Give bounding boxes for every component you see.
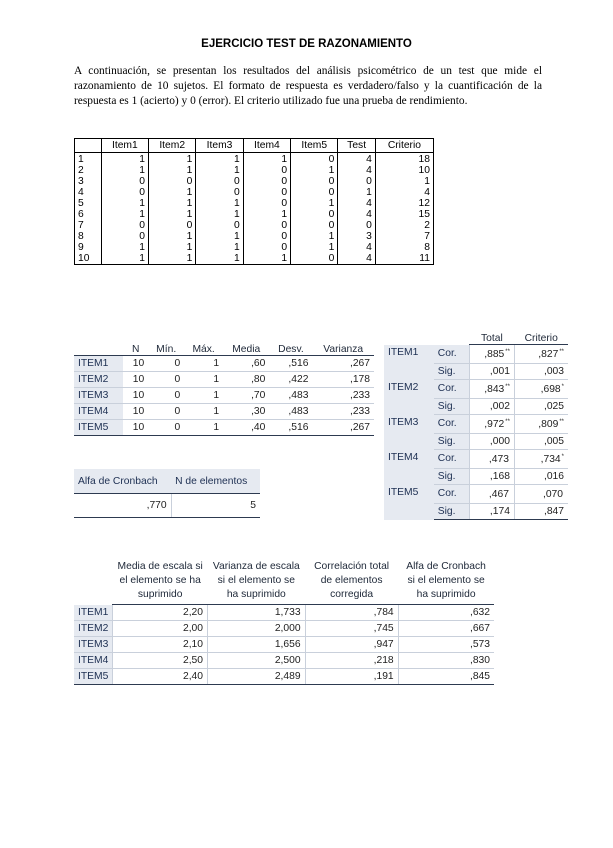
raw-cell: 15 <box>375 209 433 220</box>
total-cell: ,632 <box>398 605 494 621</box>
table-row <box>75 165 434 176</box>
raw-cell: 3 <box>338 231 375 242</box>
raw-cell: 0 <box>291 176 338 187</box>
stat-label: Cor. <box>434 345 470 364</box>
raw-header-cell: Item4 <box>243 139 290 153</box>
raw-cell: 4 <box>375 187 433 198</box>
raw-cell: 6 <box>75 209 102 220</box>
alfa-value: ,770 <box>74 494 171 518</box>
raw-header-cell: Criterio <box>375 139 433 153</box>
raw-header-cell: Item5 <box>291 139 338 153</box>
desc-cell: 10 <box>123 372 148 388</box>
sig-cell: ,000 <box>469 433 514 450</box>
raw-cell: 5 <box>75 198 102 209</box>
raw-header-cell <box>75 139 102 153</box>
desc-cell: ,483 <box>269 388 312 404</box>
raw-cell: 0 <box>291 220 338 231</box>
corr-value: ,885 <box>484 349 505 360</box>
row-label: ITEM2 <box>384 380 434 415</box>
corr-cell <box>514 345 568 364</box>
corr-cell <box>469 345 514 364</box>
table-row <box>75 209 434 220</box>
table-row <box>384 450 568 469</box>
raw-cell: 0 <box>338 220 375 231</box>
stat-label: Sig. <box>434 503 470 520</box>
raw-cell: 7 <box>375 231 433 242</box>
raw-cell: 0 <box>196 176 243 187</box>
total-cell: ,191 <box>305 669 398 685</box>
total-cell: 2,20 <box>113 605 208 621</box>
raw-cell: 1 <box>149 198 196 209</box>
total-header-cell: Alfa de Cronbach si el elemento se ha suprimido <box>398 560 494 605</box>
desc-header-cell: Media <box>223 339 269 356</box>
sig-cell: ,025 <box>514 398 568 415</box>
corr-value: ,843 <box>484 384 505 395</box>
desc-cell: ,40 <box>223 420 269 436</box>
row-label: ITEM4 <box>74 404 123 420</box>
raw-cell: 1 <box>101 165 148 176</box>
raw-cell: 1 <box>196 198 243 209</box>
desc-header-cell: Máx. <box>184 339 223 356</box>
n-elements-header: N de elementos <box>171 469 260 494</box>
sig-cell: ,001 <box>469 363 514 380</box>
desc-cell: 1 <box>184 388 223 404</box>
table-row <box>75 242 434 253</box>
stat-label: Sig. <box>434 363 470 380</box>
raw-cell: 10 <box>75 253 102 265</box>
corr-cell <box>469 485 514 504</box>
row-label: ITEM5 <box>384 485 434 520</box>
raw-cell: 4 <box>338 153 375 166</box>
corr-value: ,473 <box>488 454 509 465</box>
stat-label: Cor. <box>434 485 470 504</box>
row-label: ITEM5 <box>74 669 113 685</box>
table-row <box>384 415 568 434</box>
row-label: ITEM1 <box>74 356 123 372</box>
total-cell: ,218 <box>305 653 398 669</box>
total-cell: 2,00 <box>113 621 208 637</box>
desc-cell: 1 <box>184 372 223 388</box>
corr-header-criterio: Criterio <box>514 330 568 345</box>
desc-cell: ,233 <box>312 404 374 420</box>
desc-cell: 1 <box>184 404 223 420</box>
raw-cell: 10 <box>375 165 433 176</box>
desc-cell: ,178 <box>312 372 374 388</box>
raw-cell: 12 <box>375 198 433 209</box>
table-row <box>74 420 374 436</box>
raw-cell: 0 <box>243 165 290 176</box>
stat-label: Cor. <box>434 415 470 434</box>
desc-cell: 1 <box>184 356 223 372</box>
raw-cell: 0 <box>291 153 338 166</box>
stat-label: Sig. <box>434 433 470 450</box>
raw-cell: 7 <box>75 220 102 231</box>
total-cell: ,947 <box>305 637 398 653</box>
total-cell: ,845 <box>398 669 494 685</box>
desc-cell: 10 <box>123 404 148 420</box>
raw-cell: 1 <box>291 198 338 209</box>
raw-cell: 4 <box>338 198 375 209</box>
corr-cell <box>514 450 568 469</box>
raw-data-table <box>74 138 434 265</box>
raw-cell: 0 <box>149 176 196 187</box>
total-cell: 2,50 <box>113 653 208 669</box>
raw-cell: 0 <box>243 176 290 187</box>
raw-header-cell: Item3 <box>196 139 243 153</box>
reliability-table <box>74 469 260 518</box>
table-row <box>75 220 434 231</box>
table-row <box>75 231 434 242</box>
raw-cell: 1 <box>196 165 243 176</box>
corr-value: ,070 <box>542 489 563 500</box>
sig-cell: ,168 <box>469 468 514 485</box>
intro-paragraph: A continuación, se presentan los resultados del análisis psicométrico de un test que mide el razonamiento de 10 sujetos. El formato de respuesta es verdadero/falso y la cuantificación de la respuesta es 1 (acierto) y 0 (error). El criterio utilizado fue una prueba de rendimiento. <box>74 65 542 107</box>
total-cell: ,830 <box>398 653 494 669</box>
sig-cell: ,002 <box>469 398 514 415</box>
table-row <box>384 345 568 364</box>
total-cell: 2,000 <box>208 621 306 637</box>
total-cell: 2,489 <box>208 669 306 685</box>
corr-value: ,809 <box>538 419 559 430</box>
total-cell: 2,500 <box>208 653 306 669</box>
stat-label: Cor. <box>434 380 470 399</box>
raw-cell: 0 <box>101 187 148 198</box>
raw-cell: 1 <box>243 209 290 220</box>
desc-cell: ,70 <box>223 388 269 404</box>
raw-cell: 1 <box>149 209 196 220</box>
raw-cell: 8 <box>75 231 102 242</box>
raw-cell: 1 <box>196 242 243 253</box>
total-cell: ,667 <box>398 621 494 637</box>
total-header-cell: Correlación total de elementos corregida <box>305 560 398 605</box>
raw-cell: 0 <box>243 187 290 198</box>
significance-mark: * <box>561 384 564 390</box>
significance-mark: ** <box>505 419 510 425</box>
corr-cell <box>469 450 514 469</box>
desc-cell: 1 <box>184 420 223 436</box>
stat-label: Cor. <box>434 450 470 469</box>
row-label: ITEM4 <box>384 450 434 485</box>
raw-cell: 1 <box>149 242 196 253</box>
alfa-header: Alfa de Cronbach <box>74 469 171 494</box>
raw-cell: 0 <box>291 187 338 198</box>
raw-header-cell: Item1 <box>101 139 148 153</box>
desc-header-cell <box>74 339 123 356</box>
raw-cell: 0 <box>291 253 338 265</box>
desc-cell: ,422 <box>269 372 312 388</box>
total-cell: 2,40 <box>113 669 208 685</box>
raw-cell: 1 <box>196 153 243 166</box>
raw-cell: 4 <box>338 165 375 176</box>
raw-cell: 1 <box>101 153 148 166</box>
row-label: ITEM5 <box>74 420 123 436</box>
raw-cell: 1 <box>101 198 148 209</box>
raw-cell: 9 <box>75 242 102 253</box>
total-cell: 1,733 <box>208 605 306 621</box>
raw-cell: 1 <box>196 253 243 265</box>
raw-header-cell: Test <box>338 139 375 153</box>
desc-cell: 0 <box>148 404 184 420</box>
row-label: ITEM1 <box>74 605 113 621</box>
raw-cell: 0 <box>243 220 290 231</box>
significance-mark: ** <box>559 349 564 355</box>
raw-cell: 4 <box>338 253 375 265</box>
corr-value: ,972 <box>484 419 505 430</box>
row-label: ITEM2 <box>74 621 113 637</box>
total-header-cell: Media de escala si el elemento se ha suprimido <box>113 560 208 605</box>
raw-cell: 0 <box>338 176 375 187</box>
desc-cell: 10 <box>123 388 148 404</box>
raw-cell: 0 <box>101 176 148 187</box>
raw-cell: 0 <box>101 220 148 231</box>
table-row <box>75 153 434 166</box>
raw-cell: 8 <box>375 242 433 253</box>
raw-cell: 1 <box>101 253 148 265</box>
raw-cell: 1 <box>149 187 196 198</box>
raw-cell: 1 <box>149 253 196 265</box>
raw-cell: 2 <box>75 165 102 176</box>
raw-cell: 1 <box>101 242 148 253</box>
raw-cell: 1 <box>291 231 338 242</box>
raw-cell: 1 <box>291 165 338 176</box>
table-row <box>74 388 374 404</box>
sig-cell: ,003 <box>514 363 568 380</box>
raw-cell: 0 <box>291 209 338 220</box>
corr-header-total: Total <box>469 330 514 345</box>
desc-cell: 0 <box>148 388 184 404</box>
sig-cell: ,847 <box>514 503 568 520</box>
raw-cell: 4 <box>338 209 375 220</box>
desc-header-cell: Varianza <box>312 339 374 356</box>
stat-label: Sig. <box>434 398 470 415</box>
desc-header-cell: Desv. <box>269 339 312 356</box>
raw-cell: 0 <box>196 187 243 198</box>
raw-cell: 2 <box>375 220 433 231</box>
raw-cell: 1 <box>243 253 290 265</box>
table-row <box>74 653 494 669</box>
table-row <box>74 621 494 637</box>
row-label: ITEM3 <box>74 637 113 653</box>
raw-cell: 1 <box>149 165 196 176</box>
desc-cell: ,80 <box>223 372 269 388</box>
desc-cell: ,267 <box>312 356 374 372</box>
row-label: ITEM1 <box>384 345 434 380</box>
raw-cell: 1 <box>101 209 148 220</box>
raw-cell: 4 <box>75 187 102 198</box>
total-cell: ,573 <box>398 637 494 653</box>
raw-cell: 0 <box>243 231 290 242</box>
desc-cell: ,516 <box>269 356 312 372</box>
table-row <box>74 356 374 372</box>
raw-cell: 1 <box>291 242 338 253</box>
row-label: ITEM3 <box>74 388 123 404</box>
table-row <box>384 380 568 399</box>
total-header-cell: Varianza de escala si el elemento se ha suprimido <box>208 560 306 605</box>
table-row <box>75 253 434 265</box>
table-row <box>74 669 494 685</box>
raw-header-cell: Item2 <box>149 139 196 153</box>
corr-value: ,467 <box>488 489 509 500</box>
desc-header-cell: N <box>123 339 148 356</box>
total-header-cell <box>74 560 113 605</box>
desc-cell: 10 <box>123 420 148 436</box>
raw-cell: 1 <box>196 209 243 220</box>
significance-mark: ** <box>505 384 510 390</box>
desc-cell: ,60 <box>223 356 269 372</box>
raw-cell: 0 <box>196 220 243 231</box>
table-row <box>75 198 434 209</box>
total-cell: ,745 <box>305 621 398 637</box>
desc-cell: 10 <box>123 356 148 372</box>
sig-cell: ,016 <box>514 468 568 485</box>
desc-header-cell: Mín. <box>148 339 184 356</box>
corr-value: ,698 <box>540 384 561 395</box>
desc-cell: ,233 <box>312 388 374 404</box>
corr-cell <box>514 485 568 504</box>
total-cell: ,784 <box>305 605 398 621</box>
sig-cell: ,174 <box>469 503 514 520</box>
raw-cell: 0 <box>149 220 196 231</box>
raw-cell: 3 <box>75 176 102 187</box>
desc-cell: 0 <box>148 372 184 388</box>
sig-cell: ,005 <box>514 433 568 450</box>
corr-cell <box>514 380 568 399</box>
table-row <box>75 187 434 198</box>
n-elements-value: 5 <box>171 494 260 518</box>
raw-cell: 1 <box>338 187 375 198</box>
raw-cell: 1 <box>75 153 102 166</box>
table-row <box>74 372 374 388</box>
table-row <box>74 404 374 420</box>
total-cell: 1,656 <box>208 637 306 653</box>
desc-cell: 0 <box>148 356 184 372</box>
corr-cell <box>469 380 514 399</box>
item-total-table <box>74 560 494 685</box>
raw-cell: 1 <box>149 231 196 242</box>
raw-cell: 18 <box>375 153 433 166</box>
raw-cell: 0 <box>243 198 290 209</box>
desc-cell: ,516 <box>269 420 312 436</box>
raw-cell: 11 <box>375 253 433 265</box>
raw-cell: 1 <box>149 153 196 166</box>
table-row <box>74 637 494 653</box>
corr-cell <box>514 415 568 434</box>
correlations-table <box>384 330 568 520</box>
desc-cell: ,483 <box>269 404 312 420</box>
desc-cell: 0 <box>148 420 184 436</box>
stat-label: Sig. <box>434 468 470 485</box>
significance-mark: ** <box>505 349 510 355</box>
significance-mark: ** <box>559 419 564 425</box>
corr-cell <box>469 415 514 434</box>
desc-cell: ,267 <box>312 420 374 436</box>
raw-cell: 1 <box>375 176 433 187</box>
table-row <box>74 605 494 621</box>
table-row <box>75 176 434 187</box>
raw-cell: 0 <box>243 242 290 253</box>
table-row <box>384 485 568 504</box>
desc-cell: ,30 <box>223 404 269 420</box>
raw-cell: 4 <box>338 242 375 253</box>
corr-value: ,734 <box>540 454 561 465</box>
significance-mark: * <box>561 454 564 460</box>
raw-cell: 1 <box>196 231 243 242</box>
row-label: ITEM4 <box>74 653 113 669</box>
row-label: ITEM3 <box>384 415 434 450</box>
raw-cell: 1 <box>243 153 290 166</box>
raw-cell: 0 <box>101 231 148 242</box>
total-cell: 2,10 <box>113 637 208 653</box>
page-title: EJERCICIO TEST DE RAZONAMIENTO <box>201 38 412 50</box>
descriptives-table <box>74 339 374 436</box>
row-label: ITEM2 <box>74 372 123 388</box>
corr-value: ,827 <box>538 349 559 360</box>
